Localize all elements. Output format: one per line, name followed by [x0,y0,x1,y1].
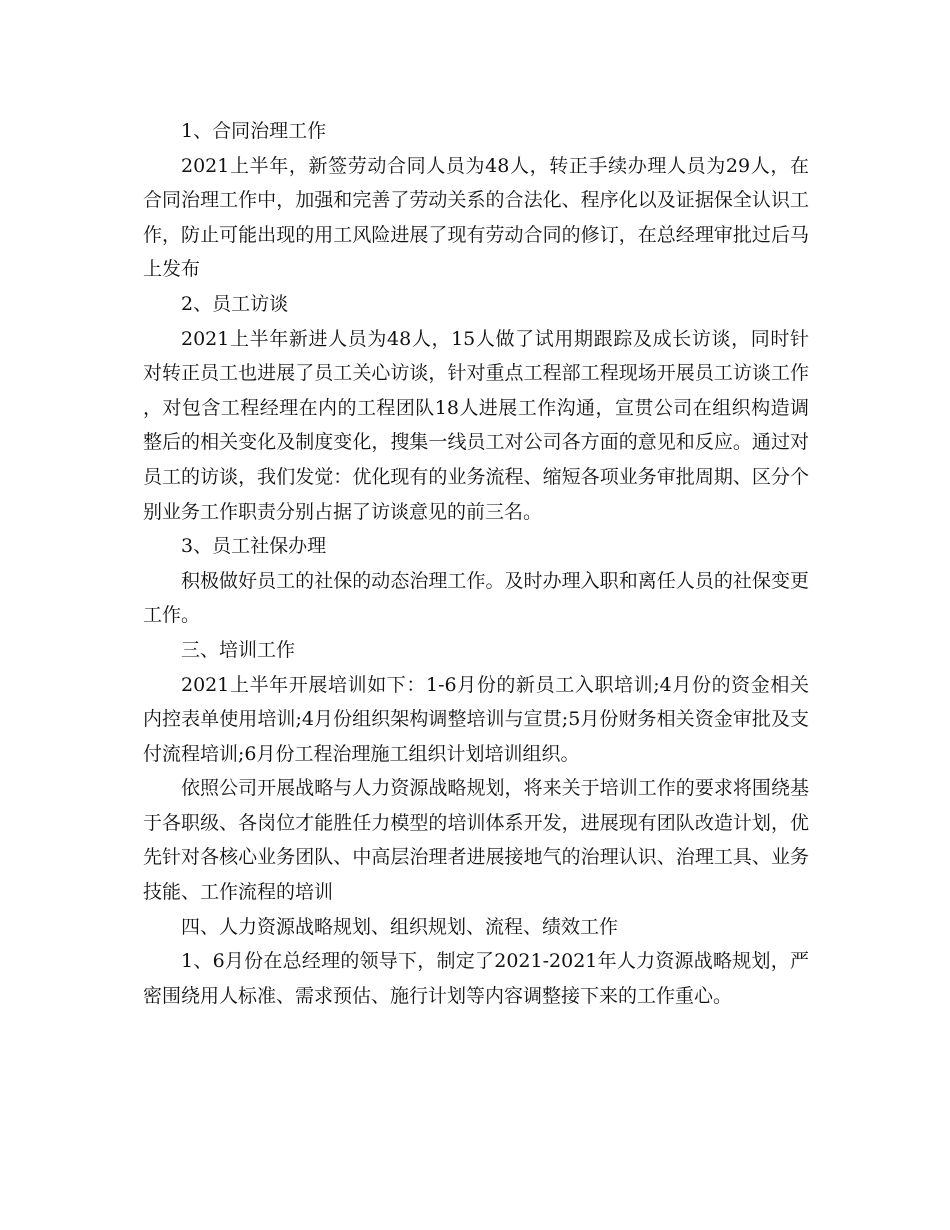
section-heading-training: 三、培训工作 [181,638,296,661]
paragraph-hr-strategy: 1、6月份在总经理的领导下，制定了2021-2021年人力资源战略规划，严密围绕用人标准、需求预估、施行计划等内容调整接下来的工作重心。 [143,950,809,1007]
paragraph-interview: 2021上半年新进人员为48人，15人做了试用期跟踪及成长访谈，同时针对转正员工也进展了员工关心访谈，针对重点工程部工程现场开展员工访谈工作，对包含工程经理在内的工程团队18人进展工作沟通，宣贯公司在组织构造调整后的相关变化及制度变化，搜集一线员工对公司各方面的意见和反应。通过对员工的访谈，我们发觉：优化现有的业务流程、缩短各项业务审批周期、区分个别业务工作职责分别占据了访谈意见的前三名。 [143,327,809,523]
section-heading-contract: 1、合同治理工作 [181,120,327,142]
paragraph-contract: 2021上半年，新签劳动合同人员为48人，转正手续办理人员为29人，在合同治理工作中，加强和完善了劳动关系的合法化、程序化以及证据保全认识工作，防止可能出现的用工风险进展了现有劳动合同的修订，在总经理审批过后马上发布 [143,154,809,281]
section-heading-hr-strategy: 四、人力资源战略规划、组织规划、流程、绩效工作 [181,915,619,938]
paragraph-training-plan: 依照公司开展战略与人力资源战略规划，将来关于培训工作的要求将围绕基于各职级、各岗位才能胜任力模型的培训体系开发，进展现有团队改造计划，优先针对各核心业务团队、中高层治理者进展接地气的治理认识、治理工具、业务技能、工作流程的培训 [143,777,809,904]
paragraph-training-list: 2021上半年开展培训如下：1-6月份的新员工入职培训;4月份的资金相关内控表单使用培训;4月份组织架构调整培训与宣贯;5月份财务相关资金审批及支付流程培训;6月份工程治理施工组织计划培训组织。 [143,673,809,765]
document-body [143,114,809,1013]
paragraph-social-security: 积极做好员工的社保的动态治理工作。及时办理入职和离任人员的社保变更工作。 [143,569,809,627]
section-heading-social-security: 3、员工社保办理 [181,535,327,558]
section-heading-interview: 2、员工访谈 [181,292,289,315]
